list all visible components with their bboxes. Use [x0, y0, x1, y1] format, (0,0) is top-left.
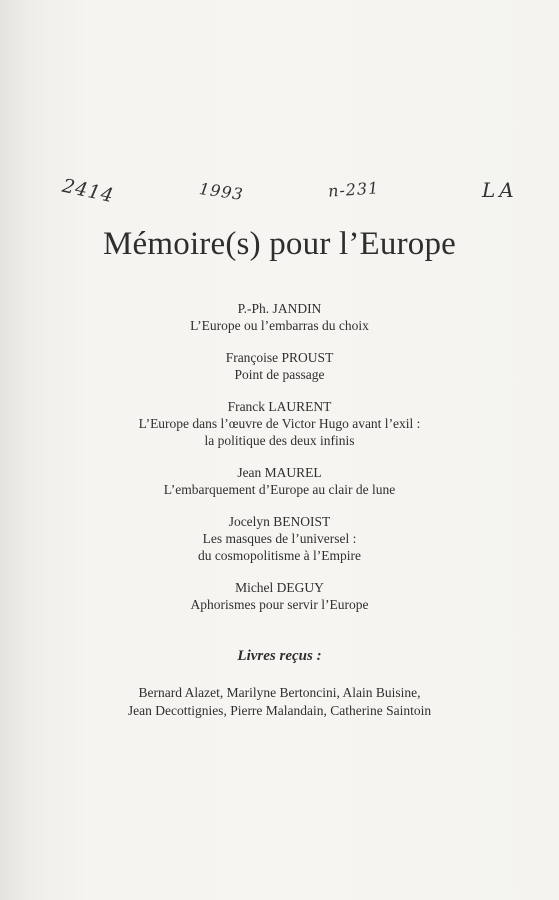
books-received-list	[0, 684, 559, 720]
entry-title: Les masques de l’universel :	[202, 531, 357, 546]
handwritten-annotations	[0, 174, 559, 208]
entry-author: Françoise PROUST	[225, 350, 334, 365]
entry-title: Point de passage	[234, 367, 325, 382]
toc-entry	[0, 513, 559, 564]
handwritten-issue-number: n-231	[327, 178, 380, 201]
toc-entry	[0, 464, 559, 498]
entry-title: L’Europe dans l’œuvre de Victor Hugo avant l’exil :	[138, 416, 421, 431]
entry-title-continued: du cosmopolitisme à l’Empire	[197, 548, 362, 563]
entry-author: P.-Ph. JANDIN	[237, 301, 322, 316]
handwritten-shelf-number: 2414	[60, 174, 117, 208]
issue-title: Mémoire(s) pour l’Europe	[102, 226, 457, 262]
toc-entry	[0, 349, 559, 383]
entry-title: L’Europe ou l’embarras du choix	[190, 318, 369, 333]
books-received-heading: Livres reçus :	[237, 648, 322, 664]
entry-author: Jocelyn BENOIST	[228, 514, 331, 529]
toc-entry	[0, 300, 559, 334]
entry-author: Michel DEGUY	[235, 580, 324, 595]
entry-title: L’embarquement d’Europe au clair de lune	[163, 482, 396, 497]
entry-author: Franck LAURENT	[227, 399, 332, 414]
entry-title-continued: la politique des deux infinis	[204, 433, 355, 448]
handwritten-initials: LA	[482, 178, 518, 202]
table-of-contents	[0, 300, 559, 628]
toc-entry	[0, 398, 559, 449]
entry-title: Aphorismes pour servir l’Europe	[190, 597, 369, 612]
entry-author: Jean MAUREL	[237, 465, 322, 480]
handwritten-year: 1993	[197, 178, 245, 205]
books-received-line: Jean Decottignies, Pierre Malandain, Catherine Saintoin	[127, 703, 432, 718]
books-received-line: Bernard Alazet, Marilyne Bertoncini, Alain Buisine,	[138, 685, 421, 700]
toc-entry	[0, 579, 559, 613]
